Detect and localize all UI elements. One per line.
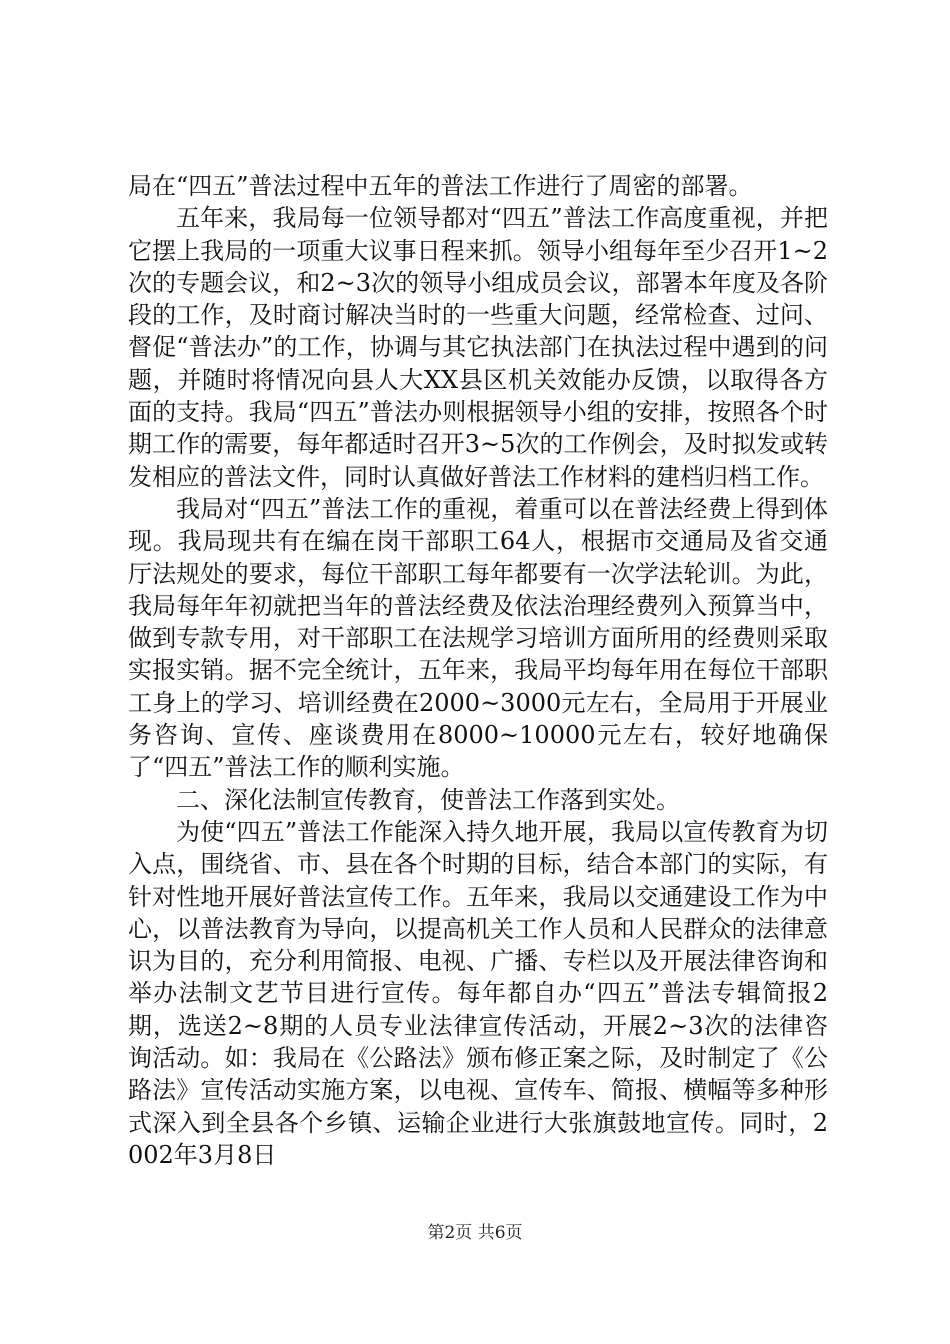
paragraph-funding: 我局对“四五”普法工作的重视，着重可以在普法经费上得到体现。我局现共有在编在岗干部职工64人，根据市交通局及省交通厅法规处的要求，每位干部职工每年都要有一次学法轮训。为此，我局每年年初就把当年的普法经费及依法治理经费列入预算当中，做到专款专用，对干部职工在法规学习培训方面所用的经费则采取实报实销。据不完全统计，五年来，我局平均每年用在每位干部职工身上的学习、培训经费在2000~3000元左右，全局用于开展业务咨询、宣传、座谈费用在8000~10000元左右，较好地确保了“四五”普法工作的顺利实施。 [128,494,828,782]
page-number-footer: 第2页 共6页 [427,1223,523,1243]
document-body [128,170,828,1171]
section-heading-publicity: 二、深化法制宣传教育，使普法工作落到实处。 [176,785,680,814]
paragraph-leadership: 五年来，我局每一位领导都对“四五”普法工作高度重视，并把它摆上我局的一项重大议事日程来抓。领导小组每年至少召开1~2次的专题会议，和2~3次的领导小组成员会议，部署本年度及各阶段的工作，及时商讨解决当时的一些重大问题，经常检查、过问、督促“普法办”的工作，协调与其它执法部门在执法过程中遇到的问题，并随时将情况向县人大XX县区机关效能办反馈，以取得各方面的支持。我局“四五”普法办则根据领导小组的安排，按照各个时期工作的需要，每年都适时召开3~5次的工作例会，及时拟发或转发相应的普法文件，同时认真做好普法工作材料的建档归档工作。 [128,204,828,491]
paragraph-publicity: 为使“四五”普法工作能深入持久地开展，我局以宣传教育为切入点，围绕省、市、县在各个时期的目标，结合本部门的实际，有针对性地开展好普法宣传工作。五年来，我局以交通建设工作为中心，以普法教育为导向，以提高机关工作人员和人民群众的法律意识为目的，充分利用简报、电视、广播、专栏以及开展法律咨询和举办法制文艺节目进行宣传。每年都自办“四五”普法专辑简报2期，选送2~8期的人员专业法律宣传活动，开展2~3次的法律咨询活动。如：我局在《公路法》颁布修正案之际，及时制定了《公路法》宣传活动实施方案，以电视、宣传车、简报、横幅等多种形式深入到全县各个乡镇、运输企业进行大张旗鼓地宣传。同时，2002年3月8日 [128,817,828,1169]
paragraph-continuation: 局在“四五”普法过程中五年的普法工作进行了周密的部署。 [128,172,753,200]
